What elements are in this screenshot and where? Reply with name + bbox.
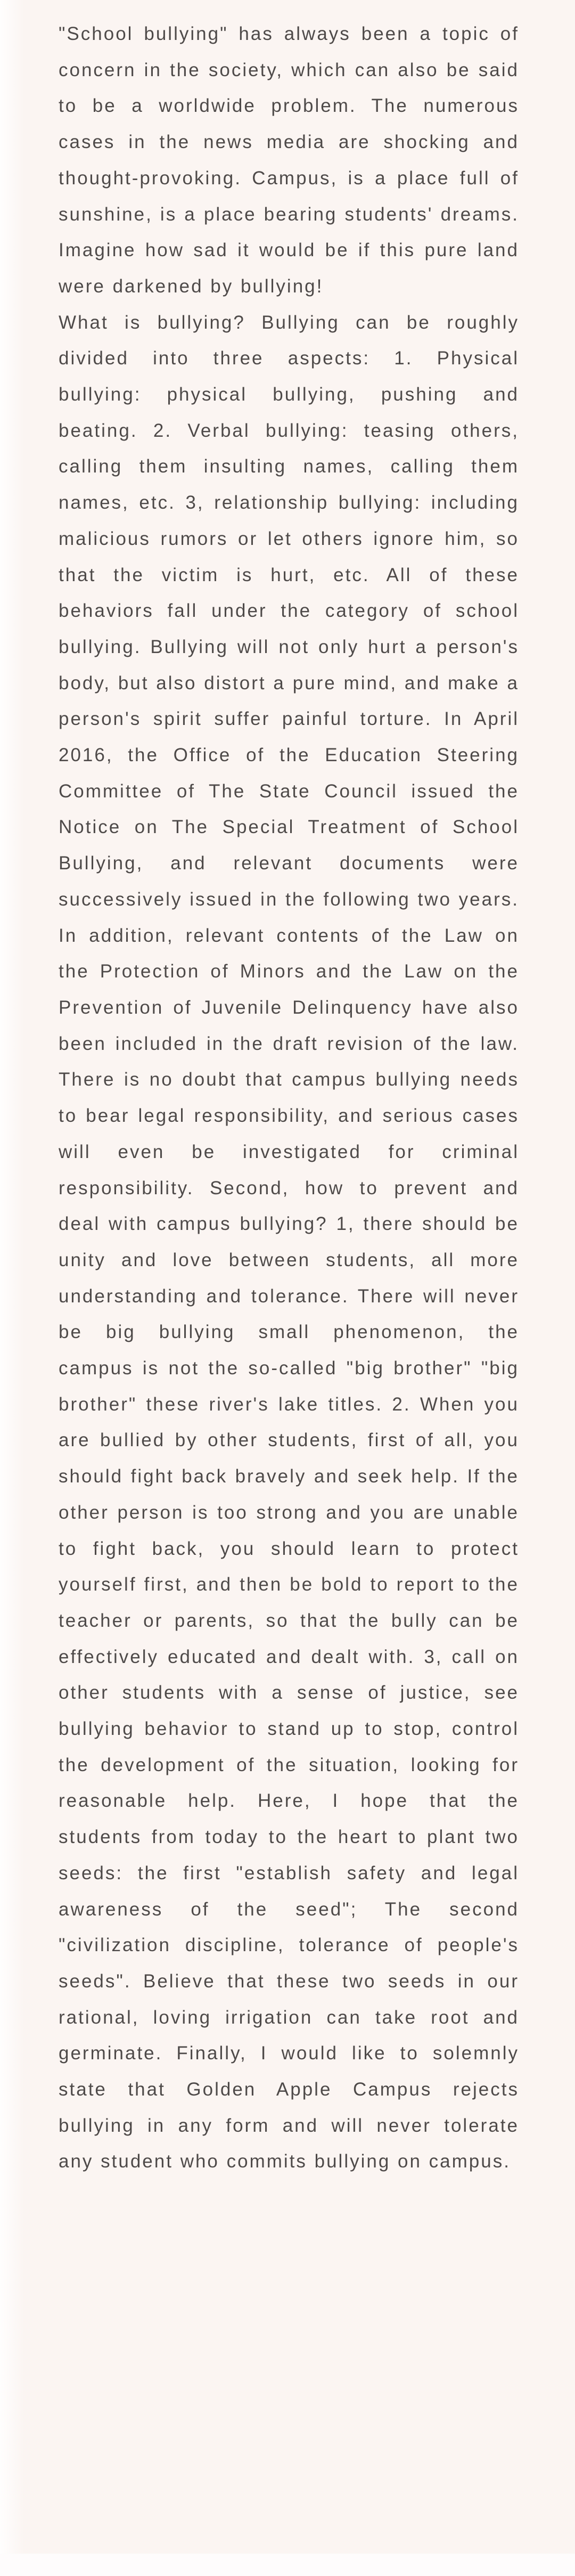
article-body: [59, 16, 519, 2180]
article-paragraph-main: What is bullying? Bullying can be roughly divided into three aspects: 1. Physical bullying: physical bullying, pushing and beating. 2. Verbal bullying: teasing others, calling them insulting names, calling them names, etc. 3, relationship bullying: including malicious rumors or let others ignore him, so that the victim is hurt, etc. All of these behaviors fall under the category of school bullying. Bullying will not only hurt a person's body, but also distort a pure mind, and make a person's spirit suffer painful torture. In April 2016, the Office of the Education Steering Committee of The State Council issued the Notice on The Special Treatment of School Bullying, and relevant documents were successively issued in the following two years. In addition, relevant contents of the Law on the Protection of Minors and the Law on the Prevention of Juvenile Delinquency have also been included in the draft revision of the law. There is no doubt that campus bullying needs to bear legal responsibility, and serious cases will even be investigated for criminal responsibility. Second, how to prevent and deal with campus bullying? 1, there should be unity and love between students, all more understanding and tolerance. There will never be big bullying small phenomenon, the campus is not the so-called "big brother" "big brother" these river's lake titles. 2. When you are bullied by other students, first of all, you should fight back bravely and seek help. If the other person is too strong and you are unable to fight back, you should learn to protect yourself first, and then be bold to report to the teacher or parents, so that the bully can be effectively educated and dealt with. 3, call on other students with a sense of justice, see bullying behavior to stand up to stop, control the development of the situation, looking for reasonable help. Here, I hope that the students from today to the heart to plant two seeds: the first "establish safety and legal awareness of the seed"; The second "civilization discipline, tolerance of people's seeds". Believe that these two seeds in our rational, loving irrigation can take root and germinate. Finally, I would like to solemnly state that Golden Apple Campus rejects bullying in any form and will never tolerate any student who commits bullying on campus.: [59, 312, 519, 2172]
bottom-strip: [0, 2554, 575, 2576]
article-paragraph-intro: "School bullying" has always been a topic of concern in the society, which can also be said to be a worldwide problem. The numerous cases in the news media are shocking and thought-provoking. Campus, is a place full of sunshine, is a place bearing students' dreams. Imagine how sad it would be if this pure land were darkened by bullying!: [59, 23, 519, 297]
page-edge-gradient: [0, 0, 24, 2576]
